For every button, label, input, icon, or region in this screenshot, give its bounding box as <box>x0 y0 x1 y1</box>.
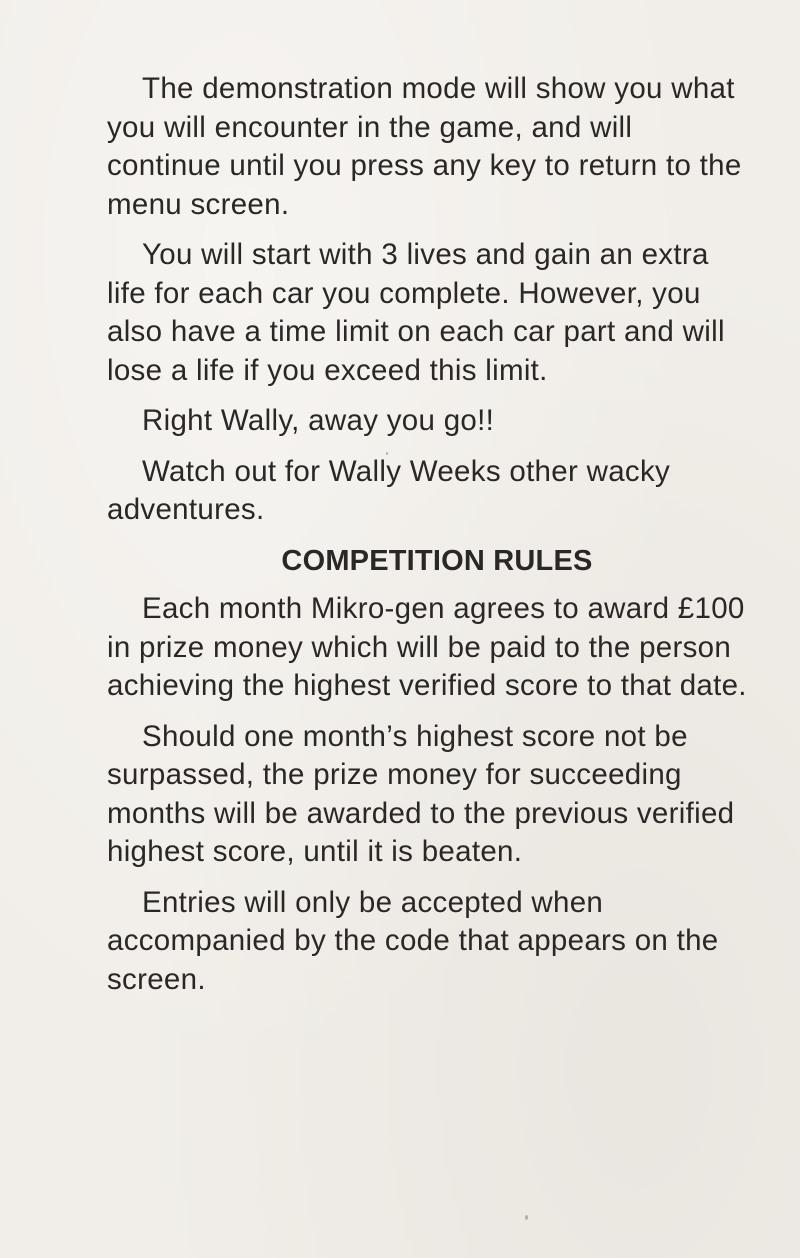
paper-speck <box>525 1215 528 1220</box>
paragraph-surpassed: Should one month’s highest score not be surpassed, the prize money for succeeding months will be awarded to the previous verified highest score, until it is beaten. <box>107 719 735 868</box>
competition-rules-heading: COMPETITION RULES <box>281 544 593 577</box>
paragraph-away-you-go: Right Wally, away you go!! <box>142 404 495 437</box>
paragraph-prize-money: Each month Mikro-gen agrees to award £100 in prize money which will be paid to the person achieving the highest verified score to that date. <box>107 592 747 702</box>
page-text <box>107 70 747 1011</box>
paper-speck <box>386 452 388 455</box>
paragraph-wacky-adventures: Watch out for Wally Weeks other wacky adventures. <box>107 454 671 526</box>
paragraph-demonstration-mode: The demonstration mode will show you what you will encounter in the game, and will continue until you press any key to return to the menu screen. <box>107 72 742 221</box>
paragraph-entries: Entries will only be accepted when accompanied by the code that appears on the screen. <box>107 885 719 996</box>
paragraph-lives: You will start with 3 lives and gain an extra life for each car you complete. However, you also have a time limit on each car part and will lose a life if you exceed this limit. <box>107 238 725 387</box>
